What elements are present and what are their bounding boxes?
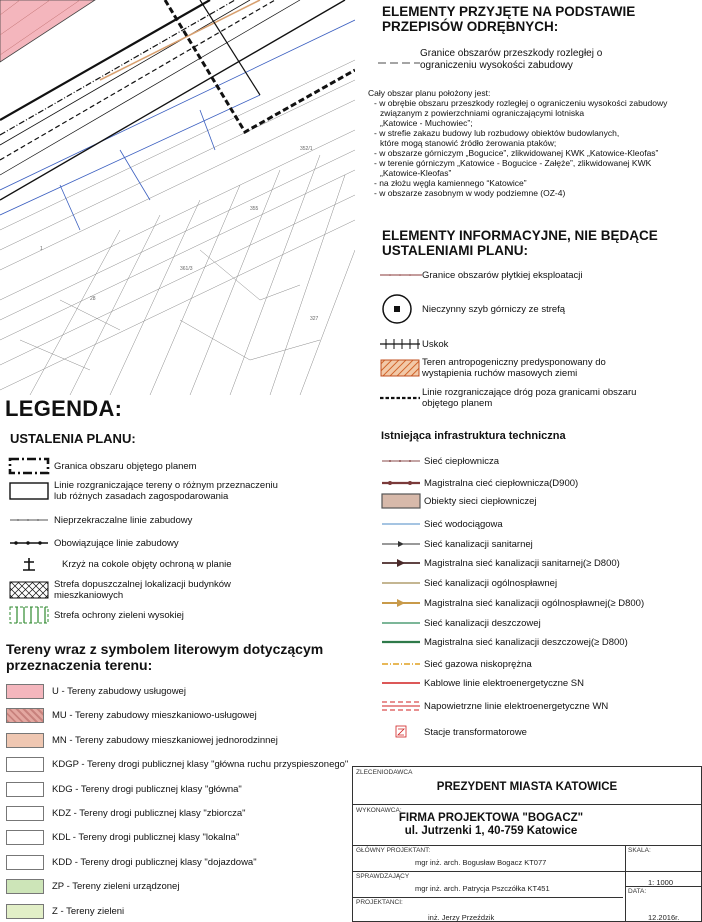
residential-zone-symbol — [8, 579, 50, 601]
client-label: ZLECENIODAWCA — [356, 769, 413, 776]
note-7: - w obszarze górniczym „Bogucice”, zlikwidowanej KWK „Katowice-Kleofas” — [374, 148, 659, 158]
heating-objects-symbol — [380, 492, 422, 510]
client-name: PREZYDENT MIASTA KATOWICE — [436, 781, 618, 793]
anthropogenic-label-2: wystąpienia ruchów masowych ziemi — [422, 368, 578, 379]
non-exceedable-lines-label: Nieprzekraczalne linie zabudowy — [54, 514, 193, 526]
note-3: związanym z powierzchniami ograniczającymi lotniska — [380, 108, 585, 118]
scale-value: 1: 1000 — [648, 878, 674, 887]
storm-sewer-symbol — [380, 614, 422, 632]
zone-label: KDG - Tereny drogi publicznej klasy "główna" — [52, 783, 242, 795]
infra-row-mv-cable — [380, 674, 584, 692]
infra-label: Sieć kanalizacji sanitarnej — [424, 538, 533, 550]
zone-swatch — [6, 757, 44, 772]
zone-label: KDD - Tereny drogi publicznej klasy "dojazdowa" — [52, 856, 257, 868]
svg-text:327: 327 — [310, 316, 319, 322]
title-block — [352, 766, 702, 922]
green-protection-legend — [8, 604, 184, 626]
contractor-address: ul. Jutrzenki 1, 40-759 Katowice — [404, 825, 578, 837]
svg-text:361/3: 361/3 — [180, 266, 193, 272]
infra-row-storm-sewer — [380, 614, 541, 632]
residential-zone-legend — [8, 579, 231, 601]
regulations-title — [382, 4, 635, 34]
zone-swatch — [6, 855, 44, 870]
shallow-exploitation-legend — [380, 266, 583, 284]
infra-row-combined-sewer — [380, 574, 557, 592]
zone-label: KDZ - Tereny drogi publicznej klasy "zbiorcza" — [52, 808, 246, 819]
fault-legend — [380, 335, 448, 353]
road-lines-outside-label-1: Linie rozgraniczające dróg poza granicami obszaru — [422, 387, 637, 398]
obstacle-boundary-label-2: ograniczeniu wysokości zabudowy — [420, 60, 573, 71]
protected-cross-label: Krzyż na cokole objęty ochroną w planie — [62, 558, 232, 570]
infra-label: Stacje transformatorowe — [424, 726, 527, 738]
zone-label: MN - Tereny zabudowy mieszkaniowej jednorodzinnej — [52, 734, 278, 746]
anthropogenic-legend — [380, 357, 606, 379]
fault-label: Uskok — [422, 338, 449, 350]
zone-label: U - Tereny zabudowy usługowej — [52, 686, 186, 697]
date-label: DATA: — [628, 888, 647, 895]
note-1: Cały obszar planu położony jest: — [368, 88, 491, 98]
mandatory-lines-symbol — [8, 534, 50, 552]
note-6: które mogą stanowić źródło żerowania ptaków; — [380, 138, 557, 148]
info-title-line2: USTALENIAMI PLANU: — [382, 243, 528, 258]
svg-text:355: 355 — [250, 206, 259, 212]
note-9: „Katowice-Kleofas” — [380, 168, 452, 178]
zone-u-area — [0, 0, 95, 62]
obstacle-boundary-label-1: Granice obszarów przeszkody rozległej o — [420, 48, 603, 59]
infra-row-gas-net — [380, 655, 532, 673]
infra-label: Sieć gazowa niskoprężna — [424, 658, 532, 670]
transformer-icon — [380, 723, 422, 741]
infra-label: Sieć kanalizacji deszczowej — [424, 617, 541, 629]
chief-designer-label: GŁÓWNY PROJEKTANT: — [356, 847, 431, 854]
plan-boundary-line — [165, 0, 355, 132]
scale-label: SKALA: — [628, 847, 651, 854]
zone-swatch — [6, 782, 44, 797]
infra-label: Magistralna sieć kanalizacji sanitarnej(≥ D800) — [424, 557, 620, 569]
infra-label: Magistralna sieć kanalizacji ogólnospławnej(≥ D800) — [424, 597, 645, 609]
mv-cable-symbol — [380, 674, 422, 692]
note-4: „Katowice - Muchowiec”; — [380, 118, 473, 128]
demarcation-lines-label-1: Linie rozgraniczające tereny o różnym przeznaczeniu — [54, 480, 278, 491]
zone-label: Z - Tereny zieleni — [52, 905, 125, 917]
zone-swatch — [6, 684, 44, 699]
zone-swatch — [6, 830, 44, 845]
plan-boundary-label: Granica obszaru objętego planem — [54, 460, 197, 472]
sanitary-net-symbol — [380, 535, 422, 553]
demarcation-lines-label-2: lub różnych zasadach zagospodarowania — [54, 491, 229, 502]
infra-title: Istniejąca infrastruktura techniczna — [381, 430, 566, 442]
mandatory-lines-legend — [8, 534, 179, 552]
shallow-exploitation-label: Granice obszarów płytkiej eksploatacji — [422, 269, 583, 281]
svg-text:28: 28 — [90, 296, 96, 302]
note-2: - w obrębie obszaru przeszkody rozległej o ograniczeniu wysokości zabudowy — [374, 98, 668, 108]
infra-row-heating-main — [380, 474, 578, 492]
plan-notes — [368, 88, 702, 198]
fault-symbol — [380, 335, 422, 353]
shallow-exploitation-symbol — [380, 266, 422, 284]
infra-row-storm-sewer-main — [380, 633, 628, 651]
reviewer: mgr inż. arch. Patrycja Pszczółka KT451 — [415, 884, 550, 893]
road-lines-outside-label-2: objętego planem — [422, 398, 493, 409]
chief-designer: mgr inż. arch. Bogusław Bogacz KT077 — [415, 858, 547, 867]
note-11: - w obszarze zasobnym w wody podziemne (OZ-4) — [374, 188, 566, 198]
zone-swatch — [6, 733, 44, 748]
note-10: - na złożu węgla kamiennego “Katowice” — [374, 178, 527, 188]
mine-shaft-legend — [380, 292, 565, 326]
combined-sewer-main-symbol — [380, 594, 422, 612]
zones-title-line2: przeznaczenia terenu: — [6, 657, 153, 673]
designer: inż. Jerzy Przeździk — [428, 913, 495, 922]
zone-swatch — [6, 708, 44, 723]
infra-row-transformer-icon — [380, 723, 527, 741]
designers-label: PROJEKTANCI: — [356, 899, 403, 906]
plan-settlements-title: USTALENIA PLANU: — [10, 431, 136, 446]
reviewer-label: SPRAWDZAJĄCY — [356, 873, 410, 880]
contractor-name: FIRMA PROJEKTOWA "BOGACZ" — [398, 812, 584, 824]
zones-title-line1: Tereny wraz z symbolem literowym dotyczącym — [6, 641, 324, 657]
residential-zone-label-1: Strefa dopuszczalnej lokalizacji budynków — [54, 579, 231, 590]
infra-row-combined-sewer-main — [380, 594, 644, 612]
non-exceedable-lines-legend — [8, 511, 192, 529]
sanitary-main-symbol — [380, 554, 422, 572]
plan-boundary-symbol — [8, 456, 50, 476]
infra-label: Kablowe linie elektroenergetyczne SN — [424, 677, 585, 689]
anthropogenic-label-1: Teren antropogeniczny predysponowany do — [422, 357, 606, 368]
demarcation-lines-symbol — [8, 480, 50, 502]
residential-zone-label-2: mieszkaniowych — [54, 590, 124, 601]
zone-label: KDGP - Tereny drogi publicznej klasy "główna ruchu przyspieszonego" — [52, 759, 349, 771]
obstacle-boundary-legend — [378, 48, 602, 72]
green-protection-label: Strefa ochrony zieleni wysokiej — [54, 609, 184, 621]
infra-row-heating-net — [380, 452, 499, 470]
infra-row-water-net — [380, 515, 503, 533]
water-net-symbol — [380, 515, 422, 533]
anthropogenic-symbol — [380, 357, 422, 379]
legend-title: LEGENDA: — [5, 396, 123, 421]
road-lines-outside-legend — [380, 387, 636, 409]
infra-row-sanitary-main — [380, 554, 620, 572]
infra-label: Obiekty sieci ciepłowniczej — [424, 495, 537, 507]
zone-label: MU - Tereny zabudowy mieszkaniowo-usługowej — [52, 710, 257, 722]
infra-row-hv-overhead — [380, 697, 608, 715]
note-8: - w terenie górniczym „Katowice - Bogucice - Załęże”, zlikwidowanej KWK — [374, 158, 652, 168]
infra-row-heating-objects — [380, 492, 536, 510]
svg-text:1: 1 — [40, 246, 43, 252]
heating-net-symbol — [380, 452, 422, 470]
cross-icon — [8, 555, 50, 573]
svg-text:352/1: 352/1 — [300, 146, 313, 152]
protected-cross-legend — [8, 555, 232, 573]
obstacle-boundary-symbol — [378, 51, 420, 69]
combined-sewer-symbol — [380, 574, 422, 592]
zone-label: ZP - Tereny zieleni urządzonej — [52, 881, 180, 893]
zones-title — [6, 641, 323, 673]
contractor-label: WYKONAWCA: — [356, 807, 402, 814]
mine-shaft-icon — [380, 292, 422, 326]
infra-label: Sieć wodociągowa — [424, 518, 503, 530]
note-5: - w strefie zakazu budowy lub rozbudowy obiektów budowlanych, — [374, 128, 620, 138]
date-value: 12.2016r. — [648, 913, 680, 922]
mine-shaft-label: Nieczynny szyb górniczy ze strefą — [422, 303, 566, 315]
infra-label: Sieć kanalizacji ogólnospławnej — [424, 577, 558, 589]
infra-label: Sieć ciepłownicza — [424, 455, 499, 467]
infra-row-sanitary-net — [380, 535, 533, 553]
road-lines-outside-symbol — [380, 389, 422, 407]
plan-map — [0, 0, 355, 395]
regulations-title-line2: PRZEPISÓW ODRĘBNYCH: — [382, 19, 559, 34]
storm-sewer-main-symbol — [380, 633, 422, 651]
mandatory-lines-label: Obowiązujące linie zabudowy — [54, 537, 179, 549]
heating-main-symbol — [380, 474, 422, 492]
plan-boundary-legend — [8, 456, 197, 476]
zone-label: KDL - Tereny drogi publicznej klasy "lokalna" — [52, 832, 240, 844]
zone-swatch — [6, 879, 44, 894]
infra-label: Magistralna sieć kanalizacji deszczowej(≥ D800) — [424, 636, 628, 648]
green-protection-symbol — [8, 604, 50, 626]
gas-net-symbol — [380, 655, 422, 673]
hv-overhead-symbol — [380, 697, 422, 715]
infra-label: Napowietrzne linie elektroenergetyczne WN — [424, 700, 609, 712]
regulations-title-line1: ELEMENTY PRZYJĘTE NA PODSTAWIE — [382, 4, 636, 19]
info-title-line1: ELEMENTY INFORMACYJNE, NIE BĘDĄCE — [382, 228, 658, 243]
infra-label: Magistralna cieć ciepłownicza(D900) — [424, 477, 579, 489]
zone-swatch — [6, 904, 44, 919]
info-title — [382, 228, 658, 258]
non-exceedable-lines-symbol — [8, 511, 50, 529]
zone-swatch — [6, 806, 44, 821]
demarcation-lines-legend — [8, 480, 278, 502]
